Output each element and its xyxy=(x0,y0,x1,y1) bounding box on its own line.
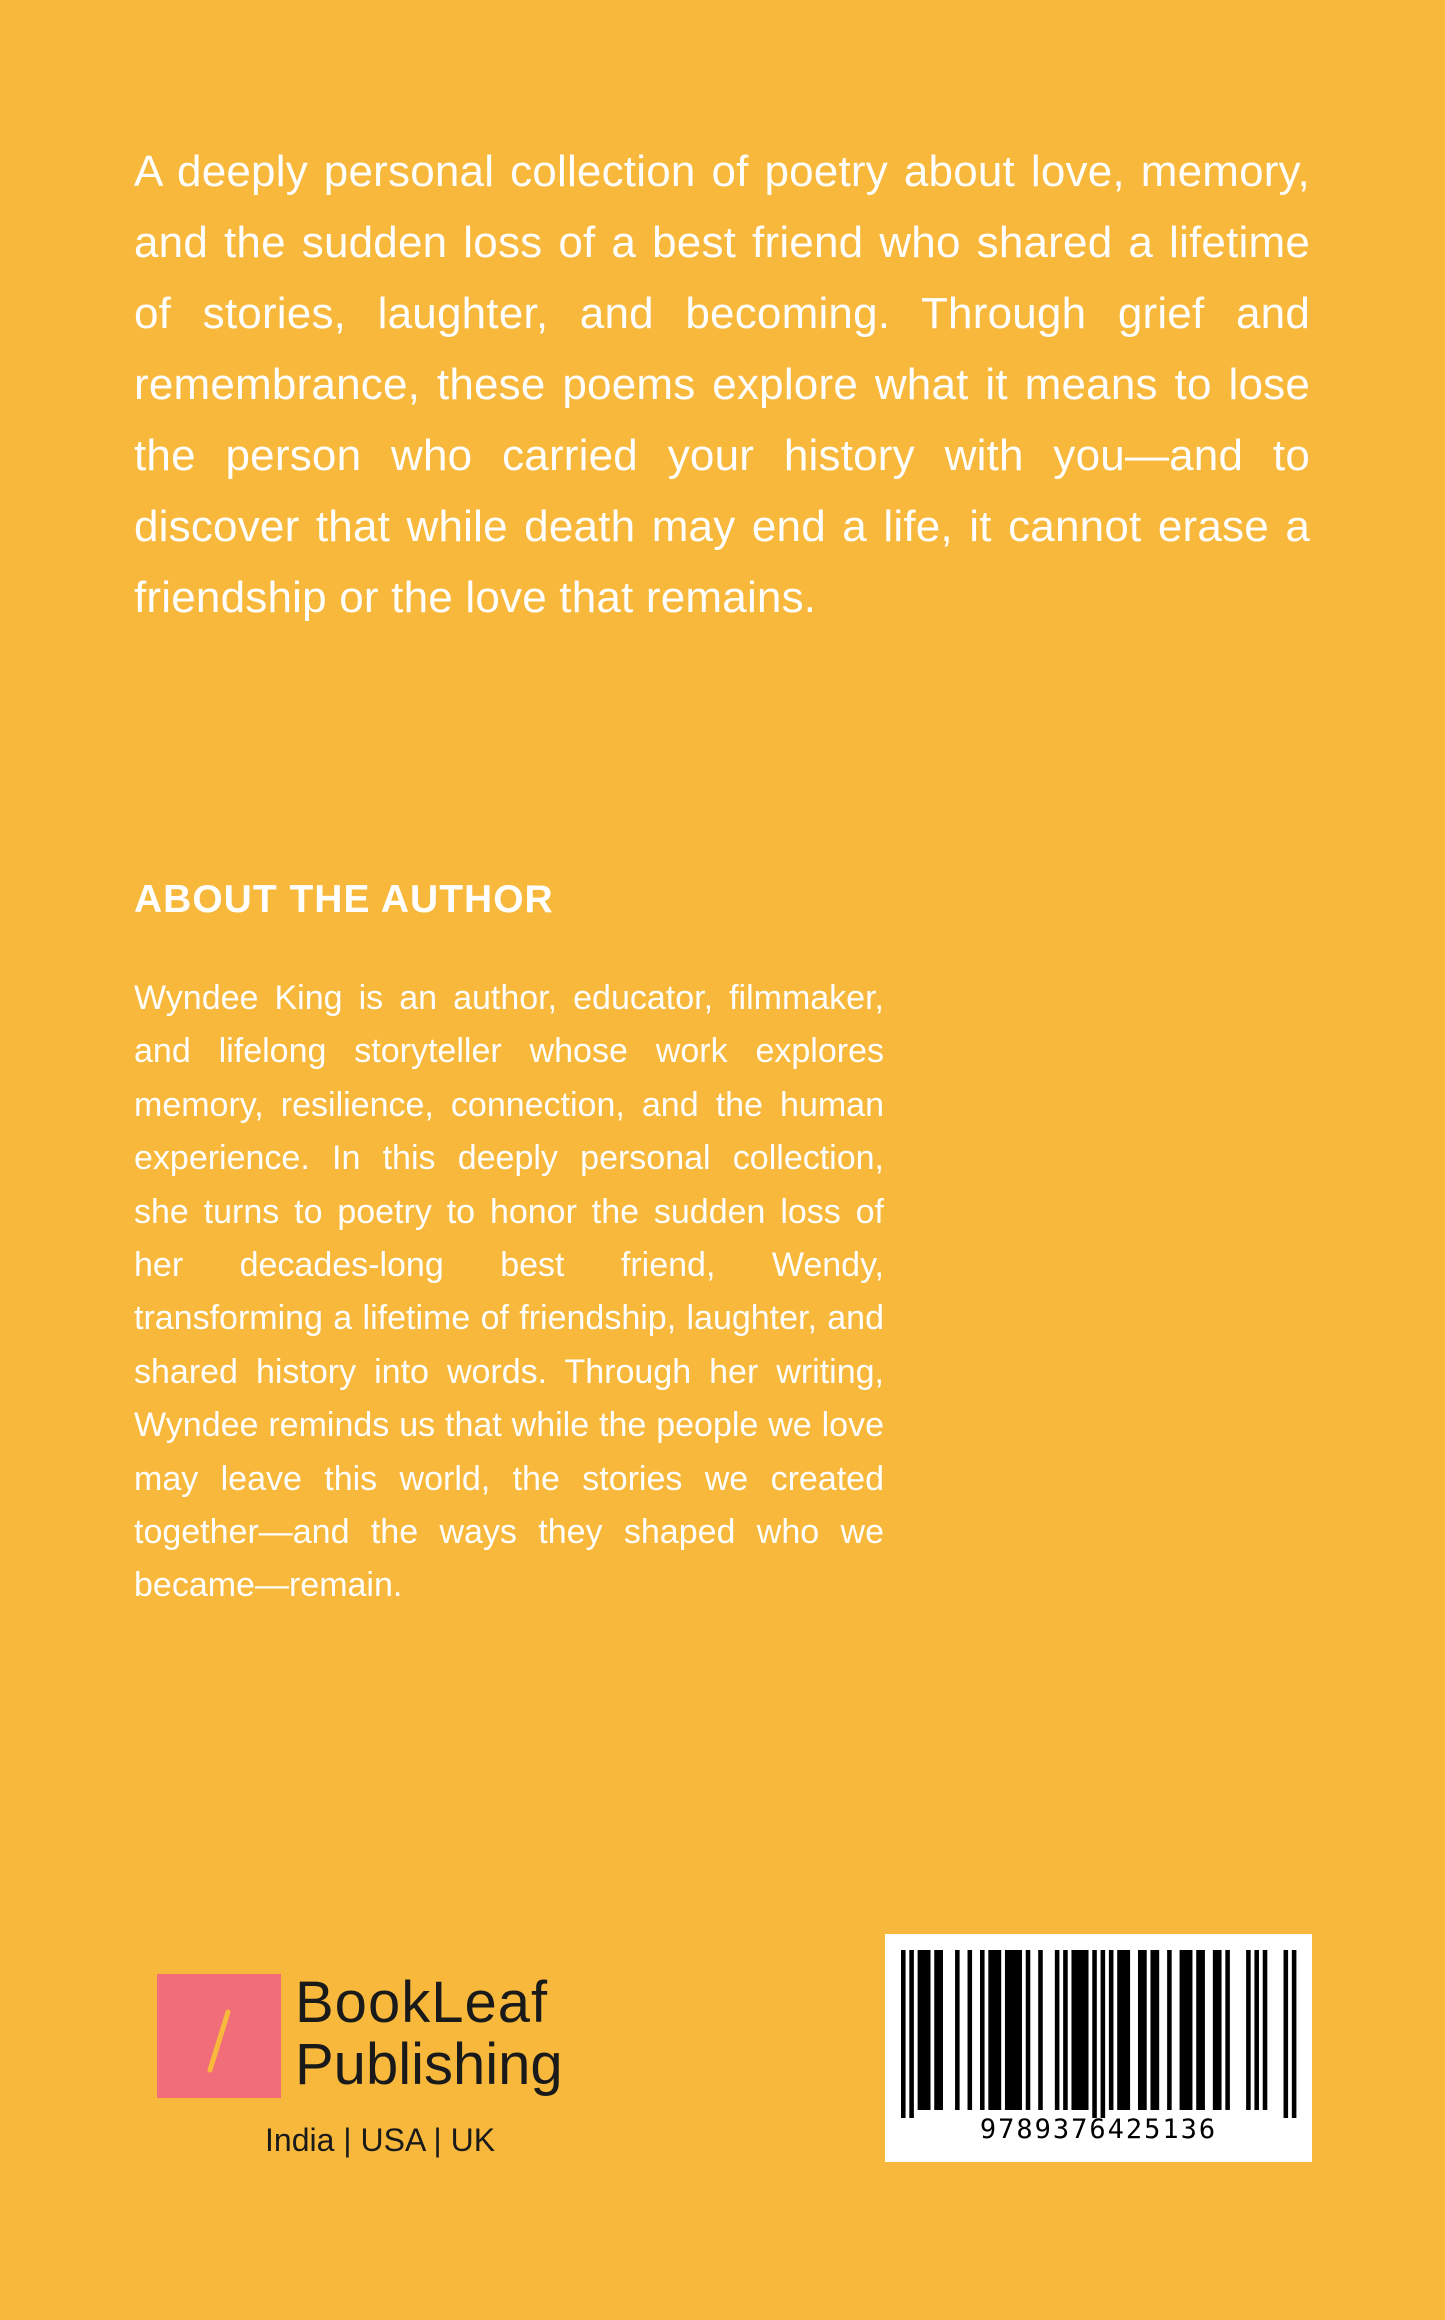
about-author-text: Wyndee King is an author, educator, filmmaker, and lifelong storyteller whose work explores memory, resilience, connection, and the human experience. In this deeply personal collection, she turns to poetry to honor the sudden loss of her decades-long best friend, Wendy, transforming a lifetime of friendship, laughter, and shared history into words. Through her writing, Wyndee reminds us that while the people we love may leave this world, the stories we created together—and the ways they shaped who we became—remain. xyxy=(134,979,884,1605)
barcode-bar xyxy=(1126,1950,1131,2110)
barcode-bar xyxy=(1121,1950,1126,2110)
barcode-bar xyxy=(1101,1950,1106,2118)
barcode-bar xyxy=(997,1950,1002,2110)
barcode-bar xyxy=(1188,1950,1193,2110)
barcode-bar xyxy=(1063,1950,1068,2110)
barcode-bar xyxy=(1084,1950,1089,2110)
barcode-bar xyxy=(1117,1950,1122,2110)
barcode-bar xyxy=(1013,1950,1018,2110)
barcode-bar xyxy=(1109,1950,1114,2110)
barcode-bar xyxy=(992,1950,997,2110)
barcode-bar xyxy=(1225,1950,1230,2110)
back-cover-blurb: A deeply personal collection of poetry about love, memory, and the sudden loss of a best friend who shared a lifetime of stories, laughter, and becoming. Through grief and remembrance, these poems explore what it means to lose the person who carried your history with you—and to discover that while death may end a life, it cannot erase a friendship or the love that remains. xyxy=(134,147,1310,622)
barcode-bar xyxy=(1254,1950,1259,2110)
barcode-bar xyxy=(1055,1950,1060,2110)
barcode-bar xyxy=(918,1950,923,2110)
publisher-name-line1: BookLeaf xyxy=(295,1970,549,2035)
slash-leaf-icon xyxy=(157,1974,281,2098)
barcode-bar xyxy=(955,1950,960,2110)
barcode-bar xyxy=(1092,1950,1097,2118)
barcode-bar xyxy=(1005,1950,1010,2110)
barcode-bar xyxy=(1217,1950,1222,2110)
barcode-bar xyxy=(1138,1950,1143,2110)
barcode-bar xyxy=(980,1950,985,2110)
barcode-bar xyxy=(1009,1950,1014,2110)
barcode-bar xyxy=(1026,1950,1031,2110)
barcode-bar xyxy=(909,1950,914,2118)
barcode-bar xyxy=(1150,1950,1155,2110)
barcode-bar xyxy=(926,1950,931,2110)
barcode-bar xyxy=(1213,1950,1218,2110)
barcode-bar xyxy=(938,1950,943,2110)
barcode-bar xyxy=(1038,1950,1043,2110)
barcode-bar xyxy=(934,1950,939,2110)
barcode-bar xyxy=(1080,1950,1085,2110)
barcode-bar xyxy=(901,1950,906,2118)
barcode-bar xyxy=(968,1950,973,2110)
barcode-bar xyxy=(988,1950,993,2110)
barcode-bar xyxy=(1292,1950,1297,2118)
publisher-logo xyxy=(157,1972,617,2172)
about-author-heading: ABOUT THE AUTHOR xyxy=(134,878,554,921)
isbn-number: 9789376425136 xyxy=(979,2114,1218,2145)
barcode-bar xyxy=(1200,1950,1205,2110)
barcode-bar xyxy=(1196,1950,1201,2110)
barcode-bar xyxy=(1071,1950,1076,2110)
barcode-bar xyxy=(1263,1950,1268,2110)
barcode-bar xyxy=(1142,1950,1147,2110)
barcode-bar xyxy=(1184,1950,1189,2110)
barcode-bar xyxy=(1155,1950,1160,2110)
isbn-barcode xyxy=(885,1934,1312,2162)
barcode-bar xyxy=(922,1950,927,2110)
publisher-regions: India | USA | UK xyxy=(265,2122,496,2158)
barcode-bar xyxy=(1076,1950,1081,2110)
barcode-bar xyxy=(1017,1950,1022,2110)
publisher-name-line2: Publishing xyxy=(295,2032,563,2097)
barcode-bar xyxy=(1167,1950,1172,2110)
barcode-bar xyxy=(1180,1950,1185,2110)
barcode-bar xyxy=(1284,1950,1289,2118)
barcode-bar xyxy=(1246,1950,1251,2110)
